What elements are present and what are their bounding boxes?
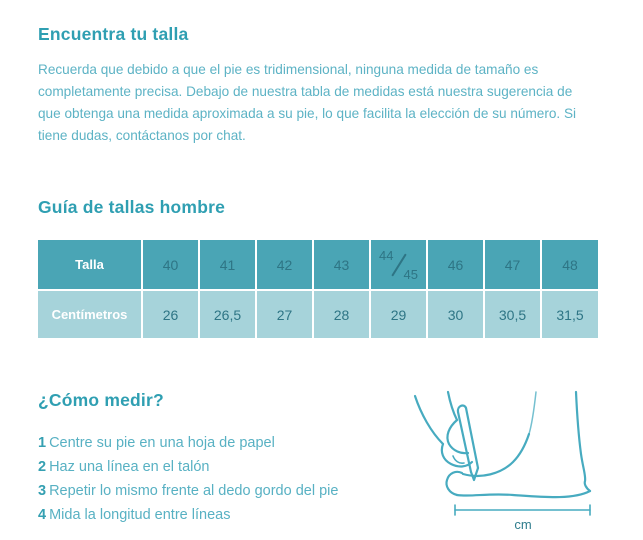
centimeters-cell: 28 [313,290,370,338]
how-to-measure-section [38,390,605,540]
step-text: Repetir lo mismo frente al dedo gordo del pie [49,483,339,499]
measure-steps-list [38,431,338,527]
size-table [38,240,598,338]
centimeters-row [38,290,598,338]
measure-step [38,479,338,503]
intro-paragraph: Recuerda que debido a que el pie es tridimensional, ninguna medida de tamaño es completamente precisa. Debajo de nuestra tabla de medidas está nuestra sugerencia de que obtenga una medida aproximada a su pie, lo que facilita la elección de su número. Si tiene dudas, contáctanos por chat. [38,62,577,143]
centimeters-row-label: Centímetros [38,290,142,338]
foot-measuring-illustration [393,384,605,540]
hand-with-pencil-icon [415,392,478,480]
find-your-size-title: Encuentra tu talla [38,24,189,44]
mens-size-guide-title: Guía de tallas hombre [38,197,226,217]
size-cell: 42 [256,240,313,290]
measure-step [38,455,338,479]
centimeters-cell: 26,5 [199,290,256,338]
centimeters-cell: 27 [256,290,313,338]
size-row-label: Talla [38,240,142,290]
step-text: Mida la longitud entre líneas [49,507,231,523]
centimeters-cell: 26 [142,290,199,338]
how-to-measure-title: ¿Cómo medir? [38,390,164,410]
size-row [38,240,598,290]
centimeters-cell: 31,5 [556,306,584,323]
step-text: Centre su pie en una hoja de papel [49,435,275,451]
foot-measuring-svg [393,384,605,536]
measure-step [38,431,338,455]
size-cell [370,240,427,290]
measurement-line [455,505,590,515]
split-size-value: 44 45 [379,247,418,282]
step-text: Haz una línea en el talón [49,459,210,475]
size-cell: 47 [484,240,541,290]
step-number: 1 [38,435,47,451]
foot-outline-drawing [446,392,590,497]
measure-steps-column [38,390,338,527]
centimeters-cell: 30 [427,290,484,338]
measure-step [38,503,338,527]
size-cell: 43 [313,240,370,290]
cm-label: cm [514,517,532,532]
size-cell: 41 [199,240,256,290]
step-number: 3 [38,483,47,499]
step-number: 4 [38,507,47,523]
size-cell: 40 [142,240,199,290]
centimeters-cell: 29 [370,290,427,338]
centimeters-cell: 30,5 [484,290,541,338]
size-cell: 46 [427,240,484,290]
size-cell: 48 [541,240,598,290]
step-number: 2 [38,459,47,475]
